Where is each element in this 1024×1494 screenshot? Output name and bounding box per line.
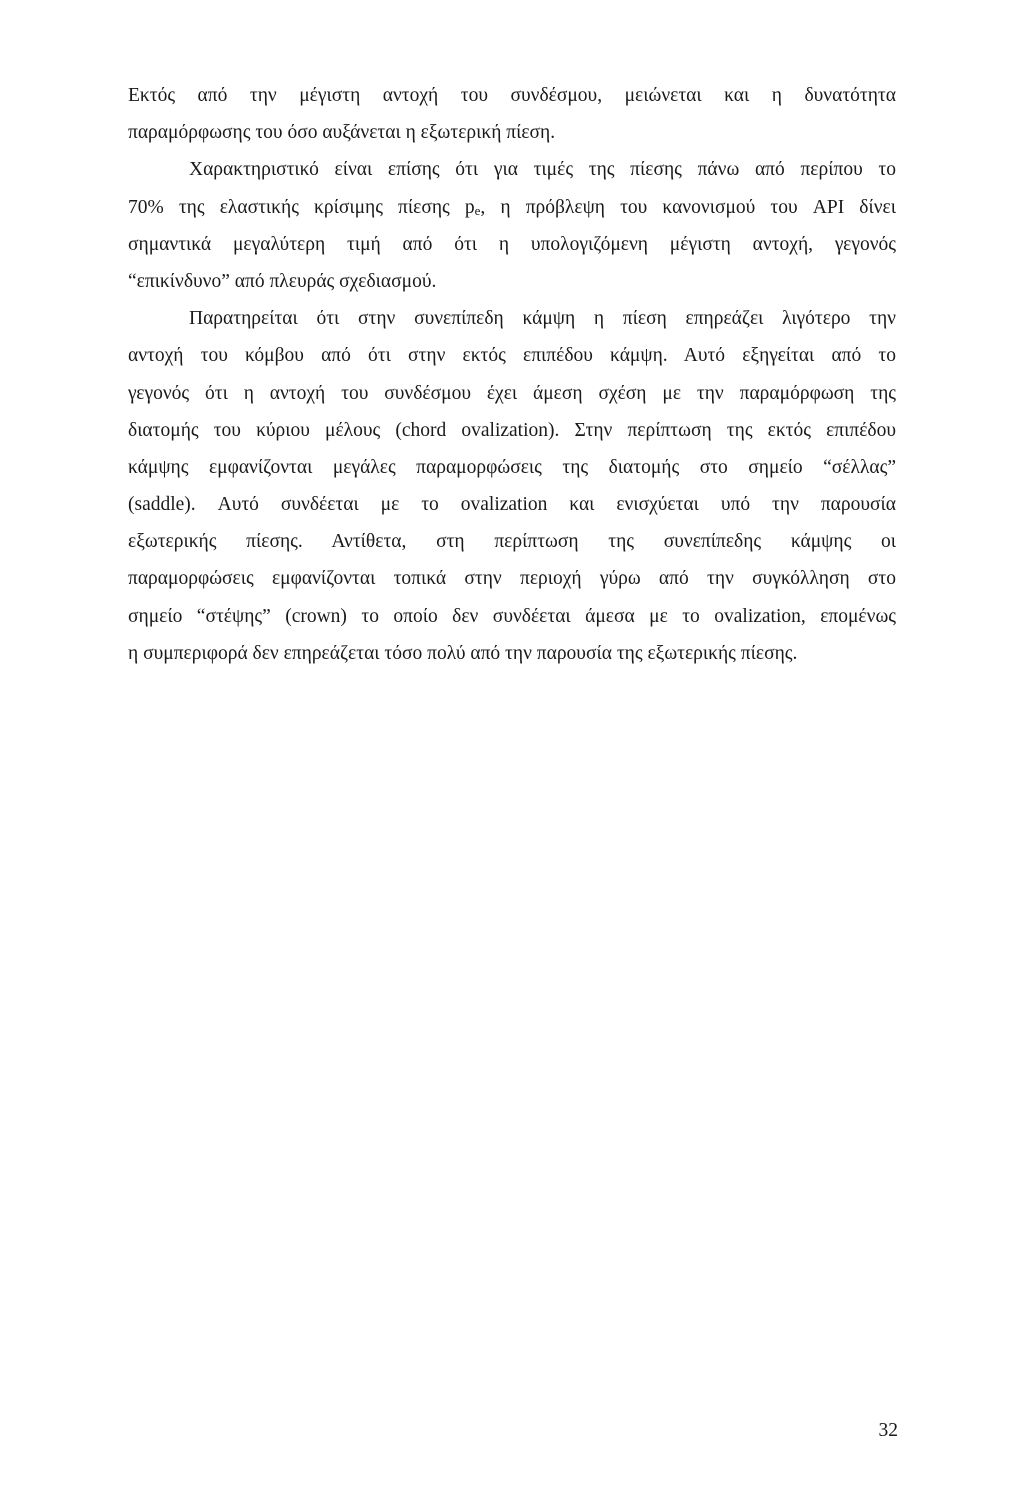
text-line: παραμόρφωσης του όσο αυξάνεται η εξωτερική πίεση. [128, 122, 556, 144]
page-number: 32 [878, 1420, 898, 1441]
text-line: διατομής του κύριου μέλους (chord ovalization). Στην περίπτωση της εκτός επιπέδου [128, 419, 896, 441]
text-line: Χαρακτηριστικό είναι επίσης ότι για τιμές της πίεσης πάνω από περίπου το [189, 159, 896, 181]
text-line: σημαντικά μεγαλύτερη τιμή από ότι η υπολογιζόμενη μέγιστη αντοχή, γεγονός [128, 233, 896, 255]
paragraph-2 [128, 151, 896, 300]
text-line: Εκτός από την μέγιστη αντοχή του συνδέσμου, μειώνεται και η δυνατότητα [128, 85, 896, 106]
text-line: εξωτερικής πίεσης. Αντίθετα, στη περίπτωση της συνεπίπεδης κάμψης οι [128, 531, 896, 553]
text-line: γεγονός ότι η αντοχή του συνδέσμου έχει άμεση σχέση με την παραμόρφωση της [128, 382, 896, 404]
paragraph-1 [128, 77, 896, 151]
subscript-e: e [474, 202, 481, 218]
body-text [128, 77, 896, 672]
text-line: κάμψης εμφανίζονται μεγάλες παραμορφώσεις της διατομής στο σημείο “σέλλας” [128, 456, 896, 478]
text-line: (saddle). Αυτό συνδέεται με το ovalization και ενισχύεται υπό την παρουσία [128, 494, 896, 516]
text-line [128, 189, 896, 226]
text-line: Παρατηρείται ότι στην συνεπίπεδη κάμψη η πίεση επηρεάζει λιγότερο την [189, 308, 896, 330]
paragraph-3 [128, 300, 896, 672]
text-line: η συμπεριφορά δεν επηρεάζεται τόσο πολύ από την παρουσία της εξωτερικής πίεσης. [128, 642, 798, 664]
text-line: αντοχή του κόμβου από ότι στην εκτός επιπέδου κάμψη. Αυτό εξηγείται από το [128, 345, 896, 367]
text-line: “επικίνδυνο” από πλευράς σχεδιασμού. [128, 270, 437, 292]
text-segment: , η πρόβλεψη του κανονισμού του API δίνει [480, 196, 896, 218]
text-line: παραμορφώσεις εμφανίζονται τοπικά στην περιοχή γύρω από την συγκόλληση στο [128, 568, 896, 590]
text-line: σημείο “στέψης” (crown) το οποίο δεν συνδέεται άμεσα με το ovalization, επομένως [128, 605, 896, 627]
text-segment: 70% της ελαστικής κρίσιμης πίεσης p [128, 196, 475, 218]
